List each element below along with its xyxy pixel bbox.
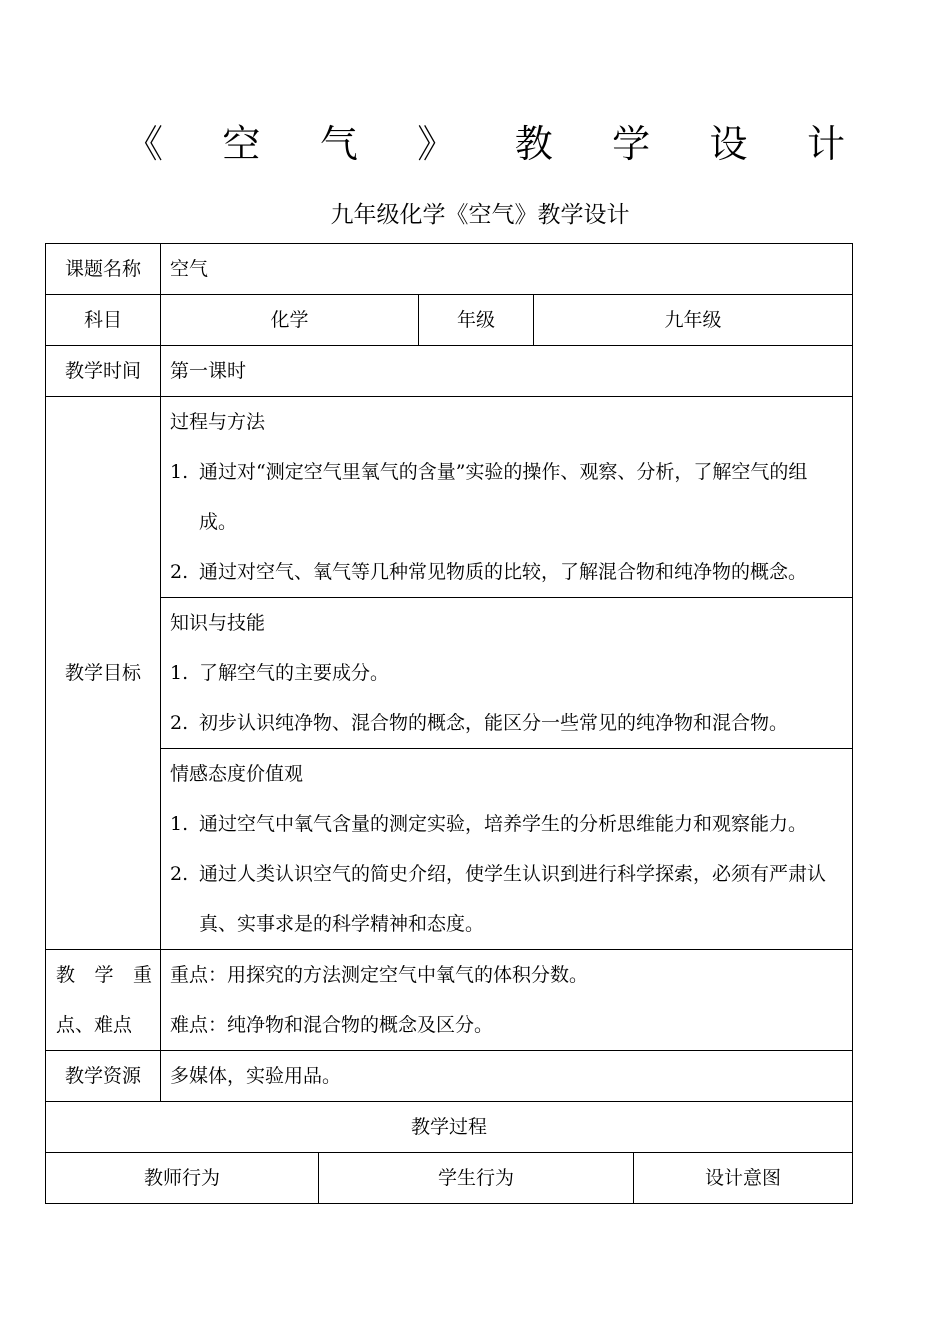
- title-char: 学: [612, 121, 651, 166]
- goal-item: [170, 698, 842, 748]
- goal-item-text: 通过人类认识空气的简史介绍，使学生认识到进行科学探索，必须有严肃认真、实事求是的科学精神和态度。: [199, 863, 827, 935]
- title-char: 气: [319, 121, 358, 166]
- lesson-plan-table: [45, 243, 853, 1204]
- goal-item: [170, 799, 842, 849]
- goal-item-number: 1.: [170, 461, 189, 483]
- focus-label-char: 教: [56, 964, 76, 986]
- resources-value: 多媒体，实验用品。: [161, 1051, 853, 1102]
- focus-label-char: 重: [132, 964, 152, 986]
- subject-value: 化学: [161, 295, 419, 346]
- focus-label-line2: 点、难点: [56, 1014, 133, 1036]
- focus-label-char: 学: [94, 964, 114, 986]
- title-char: 教: [514, 121, 553, 166]
- grade-value: 九年级: [534, 295, 853, 346]
- process-header-row: [46, 1102, 853, 1153]
- goal-section-heading: 情感态度价值观: [170, 763, 304, 785]
- subject-row: [46, 295, 853, 346]
- goal-section-row: [46, 598, 853, 749]
- goals-label: 教学目标: [46, 397, 161, 950]
- topic-value: 空气: [161, 244, 853, 295]
- goal-section-row: [46, 749, 853, 950]
- goal-item-number: 1.: [170, 662, 189, 684]
- goal-section-knowledge: [161, 598, 853, 749]
- time-label: 教学时间: [46, 346, 161, 397]
- title-char: 设: [709, 121, 748, 166]
- goal-item-number: 2.: [170, 863, 189, 885]
- title-char: 《: [125, 121, 164, 166]
- focus-label: [46, 950, 161, 1051]
- title-char: 空: [222, 121, 261, 166]
- goal-item-text: 了解空气的主要成分。: [199, 662, 390, 684]
- process-columns-row: [46, 1153, 853, 1204]
- goal-item: [170, 648, 842, 698]
- topic-row: [46, 244, 853, 295]
- focus-row: [46, 950, 853, 1051]
- goal-item: [170, 447, 842, 547]
- process-header: 教学过程: [46, 1102, 853, 1153]
- goal-section-row: [46, 397, 853, 598]
- title-char: 》: [417, 121, 456, 166]
- column-intent: 设计意图: [634, 1153, 853, 1204]
- focus-value: [161, 950, 853, 1051]
- resources-row: [46, 1051, 853, 1102]
- goal-section-attitude: [161, 749, 853, 950]
- goal-item-text: 通过对“测定空气里氧气的含量”实验的操作、观察、分析，了解空气的组成。: [199, 461, 808, 533]
- difficult-point: 难点：纯净物和混合物的概念及区分。: [170, 1014, 494, 1036]
- subject-label: 科目: [46, 295, 161, 346]
- time-value: 第一课时: [161, 346, 853, 397]
- grade-label: 年级: [419, 295, 534, 346]
- goal-section-heading: 过程与方法: [170, 411, 266, 433]
- goal-item-number: 2.: [170, 561, 189, 583]
- time-row: [46, 346, 853, 397]
- document-subtitle: 九年级化学《空气》教学设计: [330, 202, 630, 228]
- goal-item-number: 2.: [170, 712, 189, 734]
- resources-label: 教学资源: [46, 1051, 161, 1102]
- column-student: 学生行为: [319, 1153, 634, 1204]
- goal-item-text: 通过对空气、氧气等几种常见物质的比较，了解混合物和纯净物的概念。: [199, 561, 808, 583]
- goal-item-text: 初步认识纯净物、混合物的概念，能区分一些常见的纯净物和混合物。: [199, 712, 789, 734]
- goal-item-text: 通过空气中氧气含量的测定实验，培养学生的分析思维能力和观察能力。: [199, 813, 808, 835]
- title-char: 计: [806, 121, 845, 166]
- document-title: [125, 110, 845, 170]
- goal-item: [170, 547, 842, 597]
- goal-item-number: 1.: [170, 813, 189, 835]
- goal-section-heading: 知识与技能: [170, 612, 266, 634]
- goal-section-process: [161, 397, 853, 598]
- topic-label: 课题名称: [46, 244, 161, 295]
- key-point: 重点：用探究的方法测定空气中氧气的体积分数。: [170, 964, 589, 986]
- focus-label-line1: [46, 950, 160, 1000]
- column-teacher: 教师行为: [46, 1153, 319, 1204]
- goal-item: [170, 849, 842, 949]
